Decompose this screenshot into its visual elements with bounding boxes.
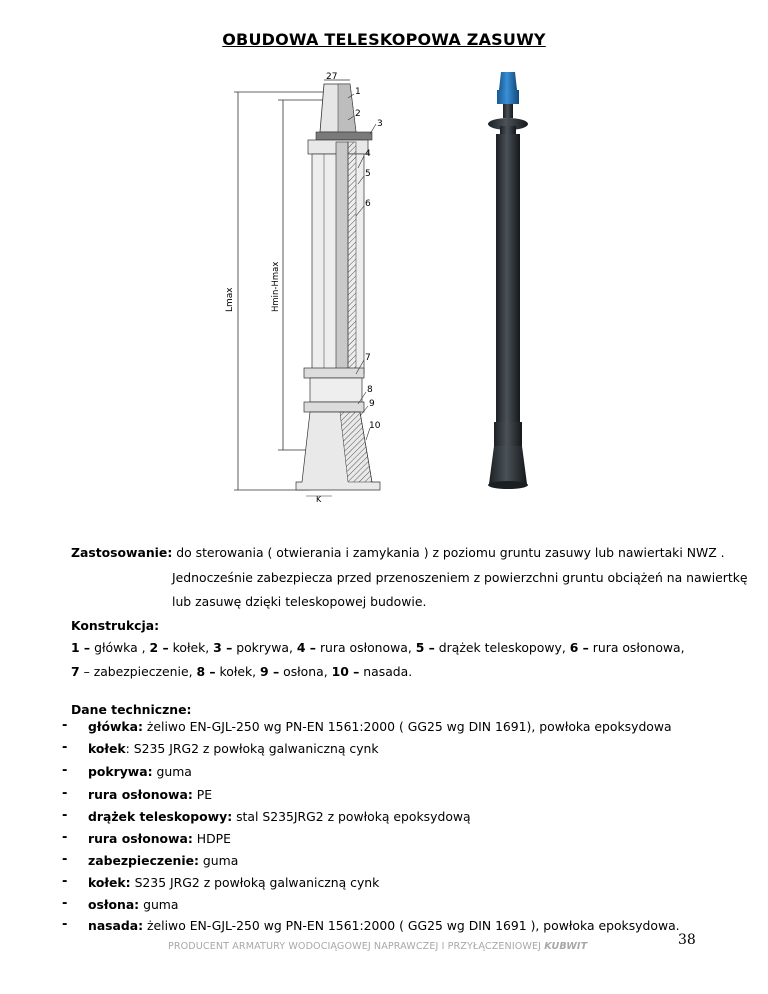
spec-item bbox=[88, 875, 379, 890]
spec-value: żeliwo EN-GJL-250 wg PN-EN 1561:2000 ( GG25 wg DIN 1691 ), powłoka epoksydowa. bbox=[143, 918, 680, 933]
technical-drawing bbox=[220, 72, 400, 502]
spec-name: główka: bbox=[88, 719, 143, 734]
part-2-text: kołek, bbox=[168, 640, 214, 655]
spec-item bbox=[88, 787, 212, 802]
spec-name: rura osłonowa: bbox=[88, 787, 193, 802]
spec-name: kołek: bbox=[88, 875, 131, 890]
spec-value: guma bbox=[139, 897, 179, 912]
spec-value: guma bbox=[152, 764, 192, 779]
spec-item bbox=[88, 809, 471, 824]
bullet-dash: - bbox=[62, 830, 68, 845]
spec-name: drążek teleskopowy: bbox=[88, 809, 233, 824]
spec-name: osłona: bbox=[88, 897, 140, 912]
part-8-num: 8 – bbox=[196, 664, 216, 679]
part-8-text: kołek, bbox=[215, 664, 261, 679]
spec-value: HDPE bbox=[192, 831, 231, 846]
callout-1: 1 bbox=[355, 87, 361, 97]
spec-value: guma bbox=[198, 853, 239, 868]
part-7-num: 7 bbox=[71, 664, 80, 679]
spec-item bbox=[88, 719, 672, 734]
page-footer bbox=[168, 941, 587, 952]
callout-7: 7 bbox=[365, 353, 371, 363]
bullet-dash: - bbox=[62, 718, 68, 733]
part-9-text: osłona, bbox=[279, 664, 332, 679]
spec-item bbox=[88, 897, 178, 912]
spec-value: żeliwo EN-GJL-250 wg PN-EN 1561:2000 ( GG25 wg DIN 1691), powłoka epoksydowa bbox=[142, 719, 672, 734]
spec-name: kołek bbox=[88, 741, 126, 756]
footer-brand: KUBWIT bbox=[544, 941, 588, 952]
zastosowanie-line3: lub zasuwę dzięki teleskopowej budowie. bbox=[172, 594, 427, 609]
callout-4: 4 bbox=[365, 149, 371, 159]
footer-text: PRODUCENT ARMATURY WODOCIĄGOWEJ NAPRAWCZEJ I PRZYŁĄCZENIOWEJ bbox=[168, 941, 545, 952]
bullet-dash: - bbox=[62, 874, 68, 889]
spec-item bbox=[88, 741, 379, 756]
part-3-num: 3 – bbox=[213, 640, 233, 655]
zastosowanie-line2: Jednocześnie zabezpiecza przed przenoszeniem z powierzchni gruntu obciążeń na nawiertkę bbox=[172, 570, 748, 585]
part-1-text: główka , bbox=[90, 640, 150, 655]
spec-item bbox=[88, 853, 238, 868]
part-6-num: 6 – bbox=[569, 640, 589, 655]
part-3-text: pokrywa, bbox=[232, 640, 297, 655]
product-photo bbox=[475, 72, 555, 492]
part-10-num: 10 – bbox=[331, 664, 360, 679]
konstrukcja-row1 bbox=[71, 640, 685, 656]
part-2-num: 2 – bbox=[149, 640, 169, 655]
label-hmin-hmax: Hmin-Hmax bbox=[271, 261, 281, 312]
part-5-text: drążek teleskopowy, bbox=[434, 640, 570, 655]
callout-10: 10 bbox=[369, 421, 381, 431]
konstrukcja-label: Konstrukcja: bbox=[71, 618, 160, 633]
zastosowanie-label: Zastosowanie: bbox=[71, 545, 173, 560]
part-4-num: 4 – bbox=[296, 640, 317, 655]
callout-2: 2 bbox=[355, 109, 361, 119]
spec-item bbox=[88, 831, 231, 846]
spec-name: rura osłonowa: bbox=[88, 831, 193, 846]
part-1-num: 1 – bbox=[71, 640, 91, 655]
callout-3: 3 bbox=[377, 119, 383, 129]
callout-8: 8 bbox=[367, 385, 373, 395]
bullet-dash: - bbox=[62, 917, 68, 932]
bullet-dash: - bbox=[62, 852, 68, 867]
spec-name: nasada: bbox=[88, 918, 144, 933]
part-4-text: rura osłonowa, bbox=[316, 640, 416, 655]
callout-5: 5 bbox=[365, 169, 371, 179]
bullet-dash: - bbox=[62, 763, 68, 778]
spec-value: : S235 JRG2 z powłoką galwaniczną cynk bbox=[125, 741, 379, 756]
part-10-text: nasada. bbox=[359, 664, 413, 679]
spec-name: zabezpieczenie: bbox=[88, 853, 199, 868]
dim-k: K bbox=[316, 495, 322, 502]
dim-27: 27 bbox=[326, 72, 338, 82]
callout-9: 9 bbox=[369, 399, 375, 409]
zastosowanie-line1 bbox=[71, 545, 725, 561]
dane-label: Dane techniczne: bbox=[71, 702, 192, 717]
part-9-num: 9 – bbox=[260, 664, 280, 679]
spec-item bbox=[88, 764, 192, 779]
part-6-text: rura osłonowa, bbox=[588, 640, 685, 655]
bullet-dash: - bbox=[62, 896, 68, 911]
page-number: 38 bbox=[678, 932, 696, 948]
part-5-num: 5 – bbox=[415, 640, 435, 655]
bullet-dash: - bbox=[62, 740, 68, 755]
spec-item bbox=[88, 918, 680, 933]
bullet-dash: - bbox=[62, 786, 68, 801]
page-title: OBUDOWA TELESKOPOWA ZASUWY bbox=[222, 30, 546, 49]
spec-value: stal S235JRG2 z powłoką epoksydową bbox=[232, 809, 471, 824]
callout-6: 6 bbox=[365, 199, 371, 209]
bullet-dash: - bbox=[62, 808, 68, 823]
zastosowanie-text1: do sterowania ( otwierania i zamykania ) z poziomu gruntu zasuwy lub nawiertaki NWZ . bbox=[176, 545, 725, 560]
spec-value: S235 JRG2 z powłoką galwaniczną cynk bbox=[130, 875, 380, 890]
konstrukcja-row2 bbox=[71, 664, 412, 680]
label-lmax: Lmax bbox=[225, 287, 235, 312]
spec-name: pokrywa: bbox=[88, 764, 153, 779]
part-7-text: – zabezpieczenie, bbox=[79, 664, 197, 679]
spec-value: PE bbox=[192, 787, 213, 802]
